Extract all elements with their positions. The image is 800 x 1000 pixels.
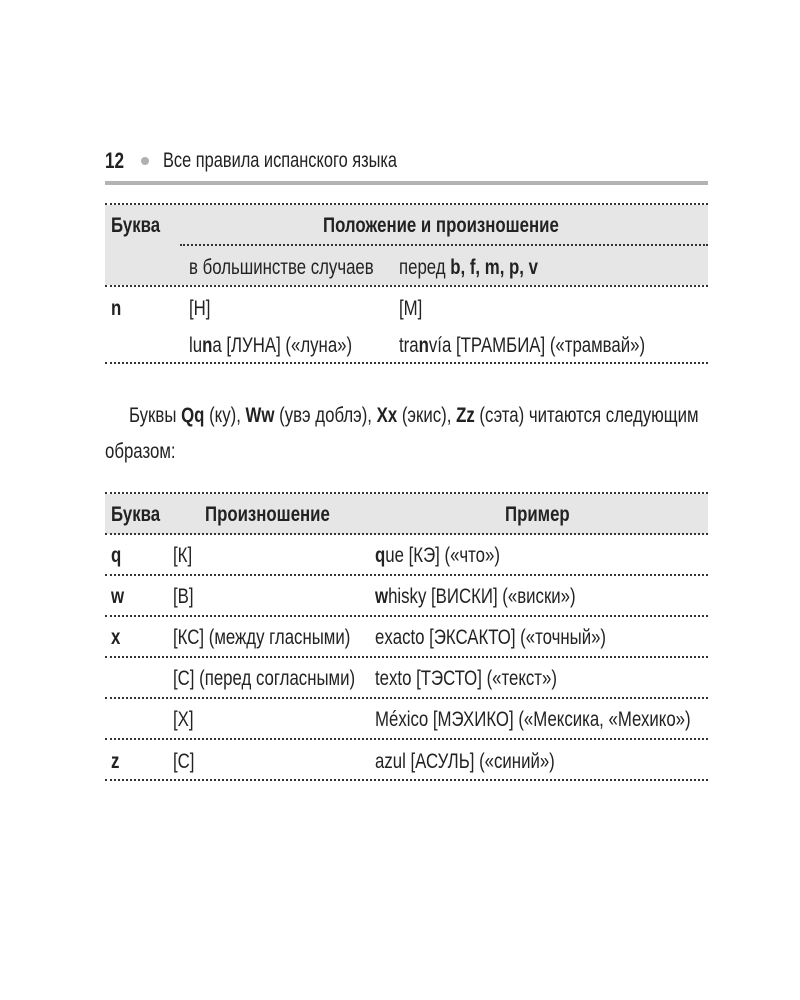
table-row-example: azul [АСУЛЬ] («синий») — [375, 750, 555, 773]
row-divider — [105, 697, 708, 699]
table-row-pronunciation: [К] — [173, 544, 193, 567]
table-row-example: que [КЭ] («что») — [375, 544, 500, 567]
row-divider — [105, 574, 708, 576]
column-header-letter: Буква — [111, 214, 161, 237]
table-row-example: exacto [ЭКСАКТО] («точный») — [375, 626, 607, 649]
column-header-letter: Буква — [111, 503, 161, 526]
page-header — [105, 146, 708, 176]
table-row-example: texto [ТЭСТО] («текст») — [375, 667, 557, 690]
page-number: 12 — [105, 148, 125, 173]
sound-before-consonants: [М] — [399, 297, 423, 320]
table-row-pronunciation: [КС] (между гласными) — [173, 626, 351, 649]
table-row-example: México [МЭХИКО] («Мексика, «Мехико») — [375, 708, 691, 731]
sound-most-cases: [Н] — [189, 297, 211, 320]
table-row-letter: q — [111, 544, 122, 567]
table-header-rule — [105, 285, 708, 287]
table-row-pronunciation: [Х] — [173, 708, 194, 731]
header-rule — [105, 181, 708, 185]
table-row-letter: x — [111, 626, 121, 649]
table-header-divider — [180, 244, 708, 246]
subheader-before-consonants: перед b, f, m, p, v — [399, 256, 538, 279]
paragraph-letters-qwxz — [105, 398, 708, 470]
row-letter-n: n — [111, 297, 122, 320]
row-divider — [105, 656, 708, 658]
book-title: Все правила испанского языка — [163, 149, 398, 172]
paragraph-line-2: образом: — [105, 440, 176, 463]
table-row-example: whisky [ВИСКИ] («виски») — [375, 585, 576, 608]
table2-header-shade — [105, 494, 708, 534]
row-divider — [105, 615, 708, 617]
column-header-example: Пример — [505, 503, 570, 526]
paragraph-line-1: Буквы Qq (ку), Ww (увэ доблэ), Xx (экис), Zz (сэта) читаются следующим — [129, 404, 699, 427]
example-luna: luna [ЛУНА] («луна») — [189, 334, 353, 357]
column-header-pronunciation: Произношение — [205, 503, 330, 526]
table-bottom-rule — [105, 362, 708, 364]
table-row-pronunciation: [В] — [173, 585, 194, 608]
table2-header-rule — [105, 533, 708, 535]
example-tranvia: tranvía [ТРАМБИА] («трамвай») — [399, 334, 646, 357]
table-row-letter: z — [111, 750, 120, 773]
table2-bottom-rule — [105, 779, 708, 781]
table-row-pronunciation: [С] — [173, 750, 195, 773]
bullet-icon — [141, 157, 149, 165]
subheader-most-cases: в большинстве случаев — [189, 256, 374, 279]
row-divider — [105, 738, 708, 740]
table-row-pronunciation: [С] (перед согласными) — [173, 667, 356, 690]
table-row-letter: w — [111, 585, 125, 608]
column-header-position: Положение и произношение — [323, 214, 559, 237]
